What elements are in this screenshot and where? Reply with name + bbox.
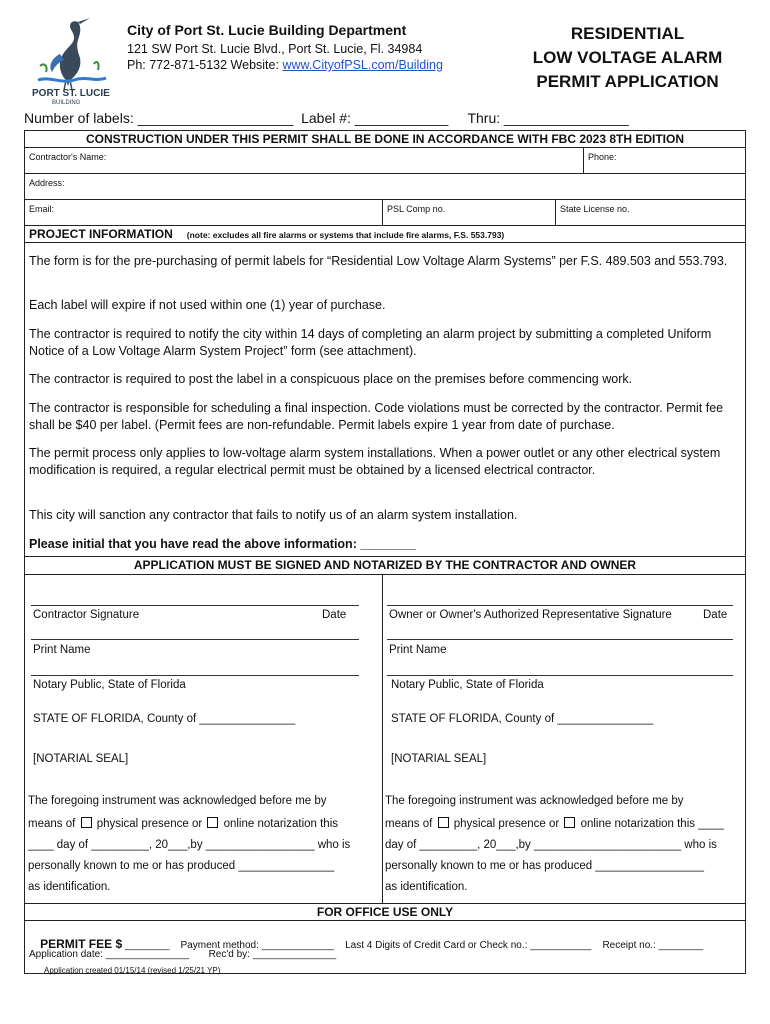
project-paragraph-7: This city will sanction any contractor that fails to notify us of an alarm system installation.	[29, 508, 518, 522]
contractor-signature-line[interactable]	[31, 605, 359, 606]
contractor-notary-label: Notary Public, State of Florida	[33, 679, 186, 691]
owner-print-label: Print Name	[389, 644, 447, 656]
ack-text: physical presence or	[450, 818, 563, 830]
form-title-line-1: RESIDENTIAL	[570, 24, 685, 43]
contractor-name-row	[25, 148, 745, 174]
state-license-field[interactable]: State License no.	[555, 200, 747, 225]
dept-name: City of Port St. Lucie Building Department	[127, 22, 407, 38]
contractor-print-line[interactable]	[31, 639, 359, 640]
owner-ack-5: as identification.	[385, 881, 468, 893]
permit-fee-label: PERMIT FEE $	[40, 937, 123, 951]
owner-ack-4[interactable]: personally known to me or has produced _________________	[385, 860, 705, 872]
contractor-ack-5: as identification.	[28, 881, 111, 893]
project-paragraph-3: The contractor is required to notify the city within 14 days of completing an alarm project by submitting a completed Uniform Notice of a Low Voltage Alarm System Project” form (see attachment).	[29, 327, 712, 358]
signing-banner: APPLICATION MUST BE SIGNED AND NOTARIZED BY THE CONTRACTOR AND OWNER	[25, 556, 745, 575]
form-title-line-3: PERMIT APPLICATION	[536, 72, 719, 91]
project-info-note: (note: excludes all fire alarms or systems that include fire alarms, F.S. 553.793)	[186, 230, 505, 240]
owner-notary-label: Notary Public, State of Florida	[391, 679, 544, 691]
owner-ack-1: The foregoing instrument was acknowledged before me by	[385, 795, 684, 807]
contractor-notary-line[interactable]	[31, 675, 359, 676]
logo-text: PORT ST. LUCIE	[32, 88, 110, 99]
project-paragraph-5: The contractor is responsible for scheduling a final inspection. Code violations must be corrected by the contractor. Permit fee shall be $40 per label. (Permit fees are non-refundable. Permit labels expire 1 year from date of purchase.	[29, 401, 724, 432]
application-date-line[interactable]: Application date: _______________ Rec'd by: _______________	[29, 949, 337, 960]
ack-text: online notarization this	[220, 818, 339, 830]
contractor-print-label: Print Name	[33, 644, 91, 656]
contractor-ack-1: The foregoing instrument was acknowledged before me by	[28, 795, 327, 807]
project-info-title: PROJECT INFORMATION	[29, 227, 173, 241]
online-notarization-checkbox[interactable]	[207, 817, 218, 828]
logo-subtext: BUILDING	[52, 100, 81, 106]
form-title	[500, 22, 755, 94]
website-link[interactable]: www.CityofPSL.com/Building	[282, 58, 443, 72]
phone-field[interactable]: Phone:	[583, 148, 747, 173]
contractor-signature-label: Contractor Signature	[33, 609, 140, 621]
physical-presence-checkbox[interactable]	[81, 817, 92, 828]
project-paragraph-2: Each label will expire if not used within one (1) year of purchase.	[29, 298, 386, 312]
form-title-line-2: LOW VOLTAGE ALARM	[532, 48, 723, 67]
created-note: Application created 01/15/14 (revised 1/25/21 YP)	[44, 966, 221, 975]
office-use-heading: FOR OFFICE USE ONLY	[25, 903, 745, 921]
project-paragraph-6: The permit process only applies to low-voltage alarm system installations. When a power outlet or any other electrical system modification is required, a regular electrical permit must be obtained by a licensed electrical contractor.	[29, 446, 721, 477]
ack-text: means of	[385, 818, 436, 830]
contractor-name-field[interactable]: Contractor's Name:	[29, 152, 107, 162]
initial-line[interactable]: Please initial that you have read the above information: ________	[29, 537, 416, 551]
owner-date-label: Date	[703, 609, 728, 621]
contractor-ack-4[interactable]: personally known to me or has produced _______________	[28, 860, 335, 872]
owner-ack-3[interactable]: day of _________, 20___,by _______________________ who is	[385, 839, 717, 851]
address-row	[25, 174, 745, 200]
labels-line[interactable]: Number of labels: ____________________ Label #: ____________ Thru: ________________	[24, 110, 629, 126]
project-paragraph-1: The form is for the pre-purchasing of permit labels for “Residential Low Voltage Alarm Systems” per F.S. 489.503 and 553.793.	[29, 254, 728, 268]
online-notarization-checkbox[interactable]	[564, 817, 575, 828]
email-row	[25, 200, 745, 226]
physical-presence-checkbox[interactable]	[438, 817, 449, 828]
port-st-lucie-logo	[30, 14, 110, 110]
owner-signature-label: Owner or Owner's Authorized Representative Signature	[389, 609, 672, 621]
owner-seal: [NOTARIAL SEAL]	[391, 753, 487, 765]
ack-text: means of	[28, 818, 79, 830]
owner-county[interactable]: STATE OF FLORIDA, County of _______________	[391, 713, 654, 725]
owner-signature-line[interactable]	[387, 605, 733, 606]
contractor-seal: [NOTARIAL SEAL]	[33, 753, 129, 765]
payment-details[interactable]: ________ Payment method: _____________ Last 4 Digits of Credit Card or Check no.: ___________ Receipt no.: ________	[122, 940, 704, 951]
project-info-heading	[25, 226, 745, 243]
contractor-ack-3[interactable]: ____ day of _________, 20___,by _________________ who is	[28, 839, 351, 851]
email-field[interactable]: Email:	[29, 204, 55, 214]
ack-text: online notarization this ____	[577, 818, 724, 830]
ack-text: physical presence or	[93, 818, 206, 830]
phone-text: Ph: 772-871-5132 Website:	[127, 58, 283, 72]
dept-phone-line	[127, 58, 443, 72]
owner-notary-line[interactable]	[387, 675, 733, 676]
dept-address: 121 SW Port St. Lucie Blvd., Port St. Lucie, Fl. 34984	[127, 42, 423, 56]
contractor-ack-2	[28, 817, 338, 830]
address-field[interactable]: Address:	[29, 178, 65, 188]
signature-column-divider	[382, 575, 383, 903]
construction-banner: CONSTRUCTION UNDER THIS PERMIT SHALL BE DONE IN ACCORDANCE WITH FBC 2023 8TH EDITION	[25, 131, 745, 148]
owner-print-line[interactable]	[387, 639, 733, 640]
owner-ack-2	[385, 817, 724, 830]
contractor-county[interactable]: STATE OF FLORIDA, County of _______________	[33, 713, 296, 725]
form-frame	[24, 130, 746, 974]
contractor-date-label: Date	[322, 609, 347, 621]
psl-comp-field[interactable]: PSL Comp no.	[382, 200, 555, 225]
project-paragraph-4: The contractor is required to post the label in a conspicuous place on the premises before commencing work.	[29, 372, 633, 386]
